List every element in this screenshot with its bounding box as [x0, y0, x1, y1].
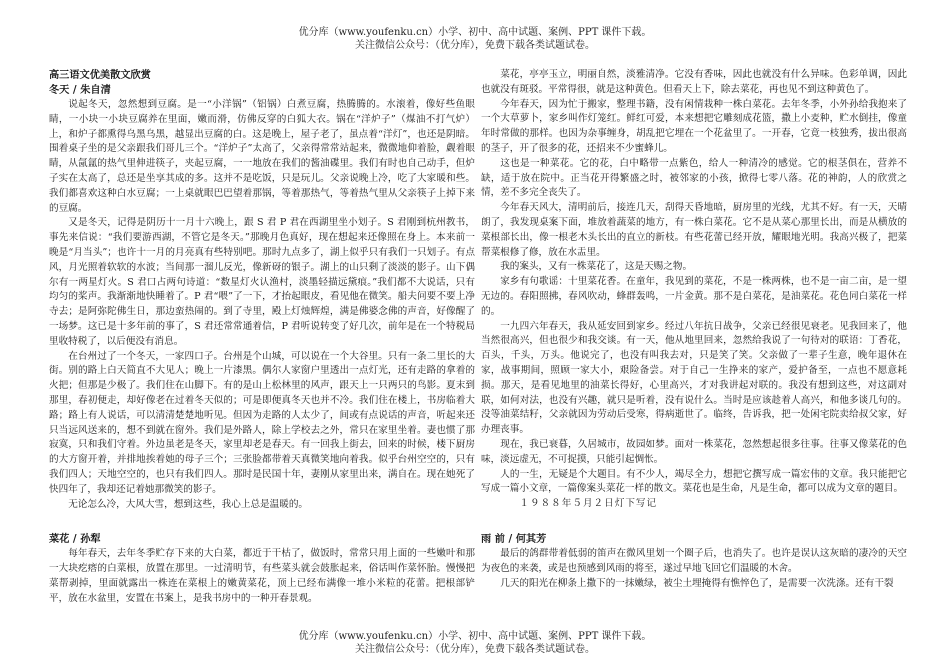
essay-3-title: 雨 前 / 何其芳 — [481, 533, 547, 545]
essay-2-title: 菜花 / 孙犁 — [49, 534, 101, 546]
essay-2-paragraph: 每年春天，去年冬季贮存下来的大白菜，都近于干枯了，做饭时，常常只用上面的一些嫩叶和那一大块疙瘩的白菜根，放置在那里。一过清明节，有些菜头就会鼓胀起来，俗话叫作菜怀胎。慢慢把菜帮剥掉，里面就露出一株连在菜根上的嫩黄菜花，顶上已经布满像一堆小米粒的花蕾。把根部铲平，放在水盆里，安置在书案上，是我书房中的一种开春景观。 — [49, 548, 475, 604]
essay-3-paragraph: 最后的鸽群带着低弱的笛声在微风里划一个圈子后，也消失了。也许是误认这灰暗的凄冷的天空为夜色的来袭，或是也预感到风雨的将至，遂过早地飞回它们温暖的木舍。 — [481, 547, 907, 574]
essay-2-paragraph: 家乡有句歌谣：十里菜花香。在童年，我见到的菜花，不是一株两株，也不是一亩二亩，是一望无边的。春阳照拂，春风吹动，蜂群轰鸣，一片金黄。那不是白菜花，是油菜花。花色同白菜花一样的。 — [481, 276, 907, 317]
essay-2-paragraph: 今年春天，因为忙于搬家，整理书籍，没有闲情栽种一株白菜花。去年冬季，小外孙给我抱来了一个大草萝卜，家乡叫作灯笼红。鲜红可爱，本来想把它雕刻成花篮，撒上小麦种，贮水倒挂，像童年时常做的那样。也因为杂事缠身，胡乱把它埋在一个花盆里了。一开春，它竟一枝独秀，拔出很高的茎子，开了很多的花，还招来不少蜜蜂儿。 — [481, 98, 907, 154]
right-column — [481, 68, 907, 591]
essay-1-paragraph: 说起冬天，忽然想到豆腐。是一“小洋锅”（铝锅）白煮豆腐，热腾腾的。水滚着，像好些鱼眼睛，一小块一小块豆腐养在里面，嫩而滑，仿佛反穿的白狐大衣。锅在“洋炉子”（煤油不打气炉）上，和炉子都熏得乌黑乌黑，越显出豆腐的白。这是晚上，屋子老了，虽点着“洋灯”，也还是阴暗。围着桌子坐的是父亲跟我们哥儿三个。“洋炉子”太高了，父亲得常常站起来，微微地仰着脸，觑着眼睛，从氤氲的热气里伸进筷子，夹起豆腐，一一地放在我们的酱油碟里。我们有时也自己动手，但炉子实在太高了，总还是坐享其成的多。这并不是吃饭，只是玩儿。父亲说晚上冷，吃了大家暖和些。我们都喜欢这种白水豆腐；一上桌就眼巴巴望着那锅，等着那热气，等着热气里从父亲筷子上掉下来的豆腐。 — [49, 99, 475, 214]
essay-2-paragraph: 今年春天风大，清明前后，接连几天，刮得天昏地暗，厨房里的光线，尤其不好。有一天，天晴朗了，我发现桌案下面，堆放着蔬菜的地方，有一株白菜花。它不是从菜心那里长出，而是从横放的菜根部长出，像一根老木头长出的直立的新枝。有些花蕾已经开放，耀眼地光明。我高兴极了，把菜帮菜根修了修，放在水盂里。 — [481, 202, 907, 258]
document-title: 高三语文优美散文欣赏 — [49, 70, 151, 81]
essay-3-paragraph: 几天的阳光在柳条上撒下的一抹嫩绿，被尘土埋掩得有憔悴色了，是需要一次洗涤。还有干裂 — [500, 577, 894, 589]
essay-1-paragraph: 无论怎么冷，大风大雪，想到这些，我心上总是温暖的。 — [68, 498, 309, 510]
left-column — [49, 68, 475, 607]
header-line-2: 关注微信公众号：（优分库），免费下载各类试题试卷。 — [355, 40, 595, 51]
essay-2-paragraph: 一九四六年春天，我从延安回到家乡。经过八年抗日战争，父亲已经很见衰老。见我回来了，他当然很高兴，但也很少和我交谈。有一天，他从地里回来，忽然给我说了一句待对的联语：丁香花，百头，千头，万头。他说完了，也没有叫我去对，只是笑了笑。父亲做了一辈子生意，晚年退休在家，战事期间，照顾一家大小，艰险备尝。对于自己一生挣来的家产，爱护备至，一点也不愿意耗损。那天，是看见地里的油菜长得好，心里高兴，才对我讲起对联的。我没有想到这些，对这副对联，如何对法，也没有兴趣，就只是听着，没有说什么。当时是应该趁着人高兴，和他多谈几句的。没等油菜结籽，父亲就因为劳动后受寒，得病逝世了。临终，告诉我，把一处闲宅院卖给叔父家，好办理丧事。 — [481, 320, 907, 436]
essay-2-paragraph: 我的案头，又有一株菜花了，这是天赐之物。 — [500, 261, 693, 273]
section-gap — [49, 512, 475, 532]
essay-2-signature: １９８８年５月２日灯下写记 — [519, 498, 658, 510]
footer-line-1: 优分库（www.youfenku.cn）小学、初中、高中试题、案例、PPT 课件下载。 — [298, 631, 652, 642]
essay-1-paragraph: 在台州过了一个冬天，一家四口子。台州是个山城，可以说在一个大谷里。只有一条二里长的大街。别的路上白天简直不大见人；晚上一片漆黑。偶尔人家窗户里透出一点灯光，还有走路的拿着的火把；但那是少极了。我们住在山脚下。有的是山上松林里的风声，跟天上一只两只的鸟影。夏末到那里，春初便走，却好像老在过着冬天似的；可是即便真冬天也并不冷。我们住在楼上，书房临着大路；路上有人说话，可以清清楚楚地听见。但因为走路的人太少了，间或有点说话的声音，听起来还只当远风送来的，想不到就在窗外。我们是外路人，除上学校去之外，常只在家里坐着。妻也惯了那寂寞，只和我们守着。外边虽老是冬天，家里却老是春天。有一回我上街去，回来的时候，楼下厨房的大方窗开着，并排地挨着她的母子三个；三张脸都带着天真微笑地向着我。似乎台州空空的，只有我们四人；天地空空的，也只有我们四人。那时是民国十年，妻刚从家里出来，满自在。现在她死了快四年了，我却还记着她那微笑的影子。 — [49, 350, 475, 495]
section-gap — [481, 512, 907, 532]
footer-line-2: 关注微信公众号：（优分库），免费下载各类试题试卷。 — [355, 644, 595, 655]
essay-2-paragraph: 菜花，亭亭玉立，明丽自然，淡雅清净。它没有香味，因此也就没有什么异味。色彩单调，因此也就没有斑驳。平常得很，就是这种黄色。但看天上下，除去菜花，再也见不到这种黄色了。 — [481, 69, 907, 95]
essay-2-paragraph: 现在，我已衰暮，久居城市，故园如梦。面对一株菜花，忽然想起很多往事。往事又像菜花的色味，淡远虚无，不可捉摸，只能引起惆怅。 — [481, 438, 907, 465]
header-line-1: 优分库（www.youfenku.cn）小学、初中、高中试题、案例、PPT 课件下载。 — [298, 27, 652, 38]
page-header — [0, 26, 950, 52]
essay-1-title: 冬天 / 朱自清 — [49, 85, 111, 96]
page-footer — [0, 630, 950, 656]
essay-2-paragraph: 这也是一种菜花。它的花，白中略带一点紫色，给人一种清冷的感觉。它的根茎俱在，营养不缺，适于放在院中。正当花开得繁盛之时，被邻家的小孩，掀得七零八落。花的神韵，人的欣赏之情，差不多完全丧失了。 — [481, 157, 907, 199]
essay-1-paragraph: 又是冬天，记得是阴历十一月十六晚上，跟 S 君 P 君在西湖里坐小划子。S 君刚到杭州教书，事先来信说：“我们要游西湖，不管它是冬天。”那晚月色真好，现在想起来还像照在身上。本来前一晚是“月当头”；也许十一月的月亮真有些特别吧。那时九点多了，湖上似乎只有我们一只划子。有点风，月光照着软软的水波；当间那一溜儿反光，像新砑的银子。湖上的山只剩了淡淡的影子。山下偶尔有一两星灯火。S 君口占两句诗道：“数星灯火认渔村，淡墨轻描远黛痕。”我们都不大说话，只有均匀的桨声。我渐渐地快睡着了。P 君“喂”了一下，才抬起眼皮，看见他在微笑。船夫问要不要上净寺去；是阿弥陀佛生日，那边蛮热闹的。到了寺里，殿上灯烛辉煌，满是佛婆念佛的声音，好像醒了一场梦。这已是十多年前的事了，S 君还常常通着信，P 君听说转变了好几次，前年是在一个特税局里收特税了，以后便没有消息。 — [49, 217, 475, 347]
essay-2-paragraph: 人的一生，无疑是个大题目。有不少人，竭尽全力，想把它撰写成一篇宏伟的文章。我只能把它写成一篇小文章，一篇像案头菜花一样的散文。菜花也是生命，凡是生命，都可以成为文章的题目。 — [481, 468, 907, 495]
